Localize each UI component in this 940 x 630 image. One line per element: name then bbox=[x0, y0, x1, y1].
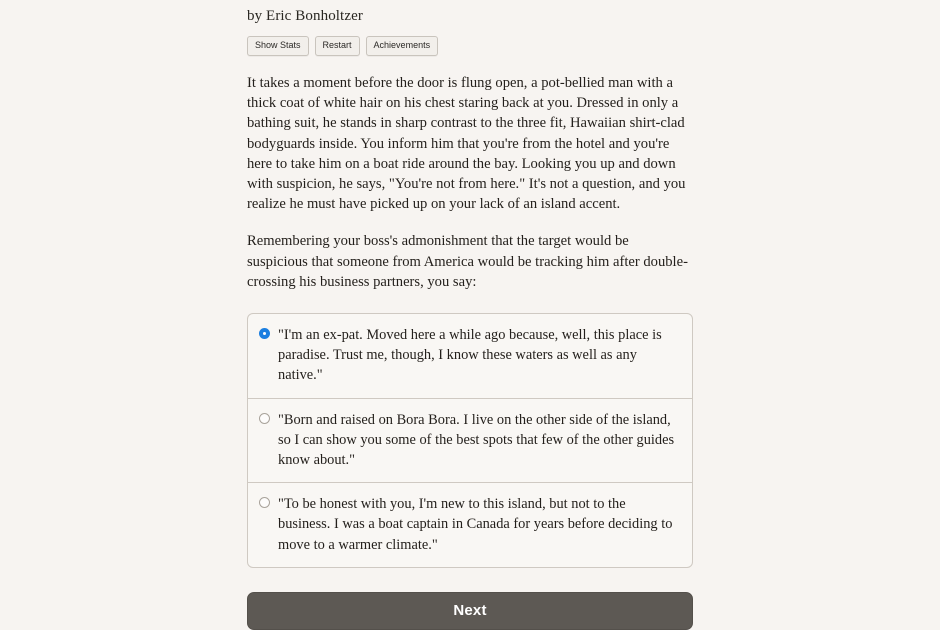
story-paragraph-2: Remembering your boss's admonishment that the target would be suspicious that someone from America would be tracking him after double-crossing his business partners, you say: bbox=[247, 233, 688, 290]
choice-list bbox=[247, 313, 693, 568]
choice-option-3[interactable] bbox=[248, 483, 692, 567]
choice-option-1[interactable] bbox=[248, 314, 692, 399]
choice-option-label-2: "Born and raised on Bora Bora. I live on the other side of the island, so I can show you some of the best spots that few of the other guides know about." bbox=[278, 411, 675, 469]
next-button[interactable]: Next bbox=[247, 592, 693, 630]
toolbar bbox=[247, 36, 693, 56]
choice-option-label-3: "To be honest with you, I'm new to this island, but not to the business. I was a boat captain in Canada for years before deciding to move to a warmer climate." bbox=[278, 496, 673, 553]
choice-option-label-1: "I'm an ex-pat. Moved here a while ago because, well, this place is paradise. Trust me, though, I know these waters as well as any native." bbox=[278, 327, 662, 384]
achievements-button[interactable]: Achievements bbox=[366, 36, 439, 56]
show-stats-button[interactable]: Show Stats bbox=[247, 36, 309, 56]
restart-button[interactable]: Restart bbox=[315, 36, 360, 56]
story-paragraph-1: It takes a moment before the door is flung open, a pot-bellied man with a thick coat of white hair on his chest staring back at you. Dressed in only a bathing suit, he stands in sharp contrast to the three fit, Hawaiian shirt-clad bodyguards inside. You inform him that you're from the hotel and you're here to take him on a boat ride around the bay. Looking you up and down with suspicion, he says, "You're not from here." It's not a question, and you realize he must have picked up on your lack of an island accent. bbox=[247, 75, 686, 213]
author-byline: by Eric Bonholtzer bbox=[247, 8, 363, 24]
content-column bbox=[247, 0, 693, 630]
radio-button-icon-2[interactable] bbox=[259, 413, 270, 424]
choice-option-2[interactable] bbox=[248, 399, 692, 484]
radio-button-icon-1[interactable] bbox=[259, 328, 270, 339]
